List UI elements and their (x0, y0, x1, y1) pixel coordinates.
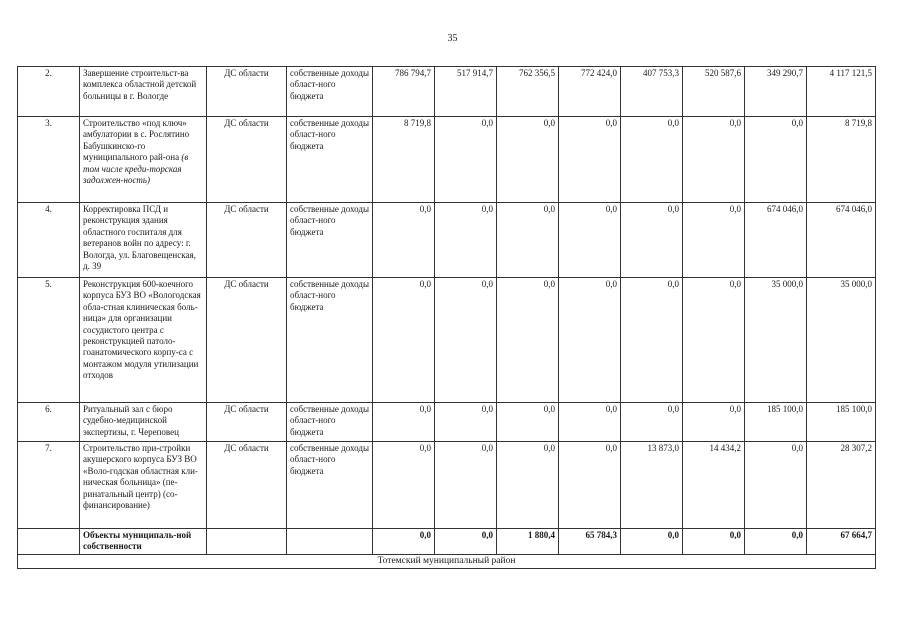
value-cell: 0,0 (373, 203, 435, 278)
funding-source-cell: собственные доходы област-ного бюджета (287, 117, 373, 203)
object-name: Строительство «под ключ» амбулатории в с. Рослятино Бабушкинско-го муниципального рай-она (83, 118, 190, 163)
value-cell: 4 117 121,5 (807, 67, 876, 117)
region-row (18, 555, 876, 569)
row-number-cell: 6. (18, 403, 80, 442)
value-cell: 0,0 (621, 278, 683, 403)
value-cell: 0,0 (559, 278, 621, 403)
value-cell: 35 000,0 (745, 278, 807, 403)
total-funding-cell (287, 529, 373, 555)
value-cell: 185 100,0 (745, 403, 807, 442)
total-label-cell: Объекты муниципаль-ной собственности (80, 529, 207, 555)
funding-source-cell: собственные доходы област-ного бюджета (287, 403, 373, 442)
value-cell: 14 434,2 (683, 442, 745, 529)
value-cell: 185 100,0 (807, 403, 876, 442)
value-cell: 0,0 (683, 203, 745, 278)
object-name-cell (80, 117, 207, 203)
value-cell: 0,0 (621, 403, 683, 442)
object-name: Ритуальный зал с бюро судебно-медицинской экспертизы, г. Череповец (83, 404, 179, 437)
value-cell: 35 000,0 (807, 278, 876, 403)
value-cell: 0,0 (683, 278, 745, 403)
object-note: (в том числе креди-торская задолжен-ность) (83, 152, 189, 186)
row-number-cell: 3. (18, 117, 80, 203)
value-cell: 0,0 (559, 203, 621, 278)
value-cell: 0,0 (497, 203, 559, 278)
value-cell: 762 356,5 (497, 67, 559, 117)
source-cell: ДС области (207, 278, 287, 403)
value-cell: 349 290,7 (745, 67, 807, 117)
source-cell: ДС области (207, 203, 287, 278)
funding-source-cell: собственные доходы област-ного бюджета (287, 278, 373, 403)
value-cell: 8 719,8 (373, 117, 435, 203)
value-cell: 0,0 (745, 442, 807, 529)
value-cell: 0,0 (435, 203, 497, 278)
region-name-cell: Тотемский муниципальный район (18, 555, 876, 569)
source-cell: ДС области (207, 403, 287, 442)
total-value-cell: 0,0 (621, 529, 683, 555)
object-name-cell (80, 67, 207, 117)
row-number-cell: 5. (18, 278, 80, 403)
value-cell: 674 046,0 (745, 203, 807, 278)
value-cell: 520 587,6 (683, 67, 745, 117)
value-cell: 0,0 (435, 403, 497, 442)
table-row (18, 67, 876, 117)
value-cell: 28 307,2 (807, 442, 876, 529)
funding-source-cell: собственные доходы област-ного бюджета (287, 203, 373, 278)
row-number-cell: 4. (18, 203, 80, 278)
table-row (18, 403, 876, 442)
value-cell: 0,0 (497, 403, 559, 442)
value-cell: 0,0 (373, 403, 435, 442)
budget-table (17, 66, 876, 569)
row-number-cell: 2. (18, 67, 80, 117)
value-cell: 0,0 (621, 203, 683, 278)
total-value-cell: 67 664,7 (807, 529, 876, 555)
value-cell: 0,0 (373, 442, 435, 529)
object-name-cell (80, 442, 207, 529)
total-number-cell (18, 529, 80, 555)
funding-source-cell: собственные доходы област-ного бюджета (287, 442, 373, 529)
object-name: Завершение строительст-ва комплекса областной детской больницы в г. Вологде (83, 68, 197, 101)
total-source-cell (207, 529, 287, 555)
value-cell: 772 424,0 (559, 67, 621, 117)
total-value-cell: 65 784,3 (559, 529, 621, 555)
value-cell: 674 046,0 (807, 203, 876, 278)
total-value-cell: 0,0 (373, 529, 435, 555)
value-cell: 407 753,3 (621, 67, 683, 117)
table-row (18, 278, 876, 403)
object-name-cell (80, 403, 207, 442)
table-row (18, 442, 876, 529)
value-cell: 0,0 (559, 403, 621, 442)
value-cell: 0,0 (497, 442, 559, 529)
object-name: Реконструкция 600-коечного корпуса БУЗ ВО «Вологодская обла-стная клиническая боль-ница» для организации сосудистого центра с реконструкцией патоло-гоанатомического корпу-са с монтажом модуля утилизации отходов (83, 279, 201, 381)
row-number-cell: 7. (18, 442, 80, 529)
value-cell: 0,0 (683, 117, 745, 203)
value-cell: 0,0 (435, 278, 497, 403)
value-cell: 0,0 (497, 278, 559, 403)
value-cell: 0,0 (559, 442, 621, 529)
object-name-cell (80, 203, 207, 278)
value-cell: 0,0 (683, 403, 745, 442)
total-value-cell: 0,0 (745, 529, 807, 555)
table-row (18, 117, 876, 203)
table-row (18, 203, 876, 278)
value-cell: 0,0 (435, 442, 497, 529)
object-name-cell (80, 278, 207, 403)
value-cell: 0,0 (745, 117, 807, 203)
value-cell: 786 794,7 (373, 67, 435, 117)
value-cell: 517 914,7 (435, 67, 497, 117)
source-cell: ДС области (207, 117, 287, 203)
total-value-cell: 0,0 (683, 529, 745, 555)
value-cell: 0,0 (621, 117, 683, 203)
source-cell: ДС области (207, 442, 287, 529)
value-cell: 0,0 (497, 117, 559, 203)
total-row (18, 529, 876, 555)
total-value-cell: 1 880,4 (497, 529, 559, 555)
value-cell: 0,0 (435, 117, 497, 203)
object-name: Корректировка ПСД и реконструкция здания областного госпиталя для ветеранов войн по адресу: г. Вологда, ул. Благовещенская, д. 39 (83, 204, 196, 272)
value-cell: 0,0 (373, 278, 435, 403)
value-cell: 0,0 (559, 117, 621, 203)
value-cell: 8 719,8 (807, 117, 876, 203)
funding-source-cell: собственные доходы област-ного бюджета (287, 67, 373, 117)
page-number: 35 (447, 33, 458, 44)
object-name: Строительство при-стройки акушерского корпуса БУЗ ВО «Воло-годская областная кли-ническая больница» (пе-ринатальный центр) (со-финансирование) (83, 443, 198, 511)
value-cell: 13 873,0 (621, 442, 683, 529)
source-cell: ДС области (207, 67, 287, 117)
total-value-cell: 0,0 (435, 529, 497, 555)
